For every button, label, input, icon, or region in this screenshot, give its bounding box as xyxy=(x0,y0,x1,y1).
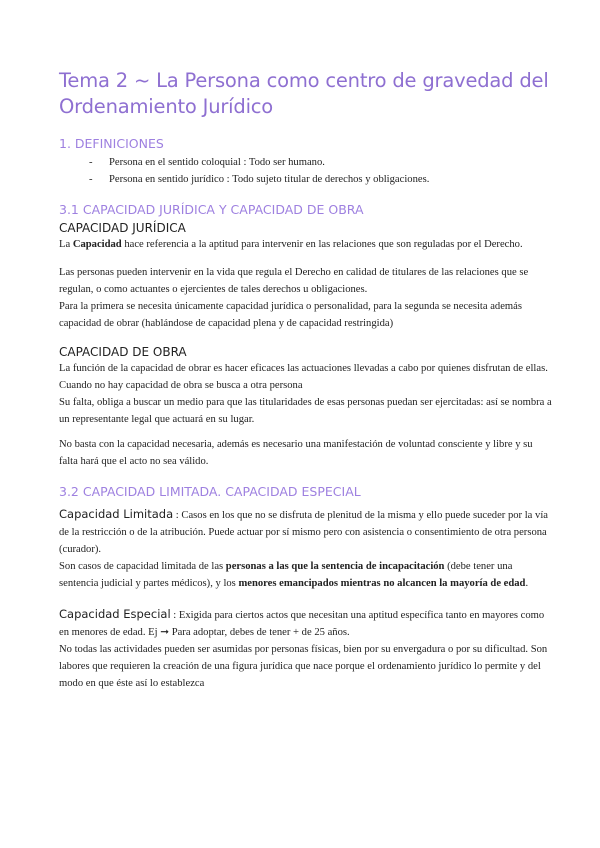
paragraph: Capacidad Especial : Exigida para ciertos actos que necesitan una aptitud específica tanto en mayores como en menores de edad. Ej ➞ Para adoptar, debes de tener + de 25 años. xyxy=(59,607,545,638)
definitions-list xyxy=(59,154,552,188)
section-capacidad-limitada-especial-heading: 3.2 CAPACIDAD LIMITADA. CAPACIDAD ESPECIAL xyxy=(59,484,361,499)
paragraph: La Capacidad hace referencia a la aptitud para intervenir en las relaciones que son reguladas por el Derecho. xyxy=(59,239,523,250)
paragraph: La función de la capacidad de obrar es hacer eficaces las actuaciones llevadas a cabo por quienes disfrutan de ellas. xyxy=(59,363,548,374)
paragraph: Cuando no hay capacidad de obra se busca a otra persona xyxy=(59,380,303,391)
paragraph: No basta con la capacidad necesaria, además es necesario una manifestación de voluntad consciente y libre y su falta hará que el acto no sea válido. xyxy=(59,439,533,467)
paragraph: Son casos de capacidad limitada de las personas a las que la sentencia de incapacitación (debe tener una sentencia judicial y partes médicos), y los menores emancipados mientras no alcancen la mayoría de edad. xyxy=(59,561,529,589)
subsection-capacidad-juridica-heading: CAPACIDAD JURÍDICA xyxy=(59,221,186,235)
paragraph: Para la primera se necesita únicamente capacidad jurídica o personalidad, para la segunda se necesita además capacidad de obrar (hablándose de capacidad plena y de capacidad restringida) xyxy=(59,301,522,329)
list-item: - Persona en sentido jurídico : Todo sujeto titular de derechos y obligaciones. xyxy=(89,171,552,188)
section-definiciones-heading: 1. DEFINICIONES xyxy=(59,136,164,151)
list-item: - Persona en el sentido coloquial : Todo ser humano. xyxy=(89,154,552,171)
paragraph: Su falta, obliga a buscar un medio para que las titularidades de esas personas puedan ser ejercitadas: así se nombra a un representante legal que actuará en su lugar. xyxy=(59,397,552,425)
paragraph: No todas las actividades pueden ser asumidas por personas físicas, bien por su envergadura o por su dificultad. Son labores que requieren la creación de una figura jurídica que nace porque el ordenamiento jurídico lo permite y del modo en que éste así lo establezca xyxy=(59,644,548,689)
subsection-capacidad-obra-heading: CAPACIDAD DE OBRA xyxy=(59,345,187,359)
paragraph: Capacidad Limitada : Casos en los que no se disfruta de plenitud de la misma y ello puede suceder por la vía de la restricción o de la atribución. Puede actuar por sí mismo pero con asistencia o consentimiento de otra persona (curador). xyxy=(59,507,548,555)
page-title: Tema 2 ~ La Persona como centro de gravedad del Ordenamiento Jurídico xyxy=(59,69,549,118)
paragraph: Las personas pueden intervenir en la vida que regula el Derecho en calidad de titulares de las relaciones que se regulan, o como actuantes o ejercientes de tales derechos u obligaciones. xyxy=(59,267,529,295)
section-capacidad-juridica-obra-heading: 3.1 CAPACIDAD JURÍDICA Y CAPACIDAD DE OBRA xyxy=(59,202,364,217)
